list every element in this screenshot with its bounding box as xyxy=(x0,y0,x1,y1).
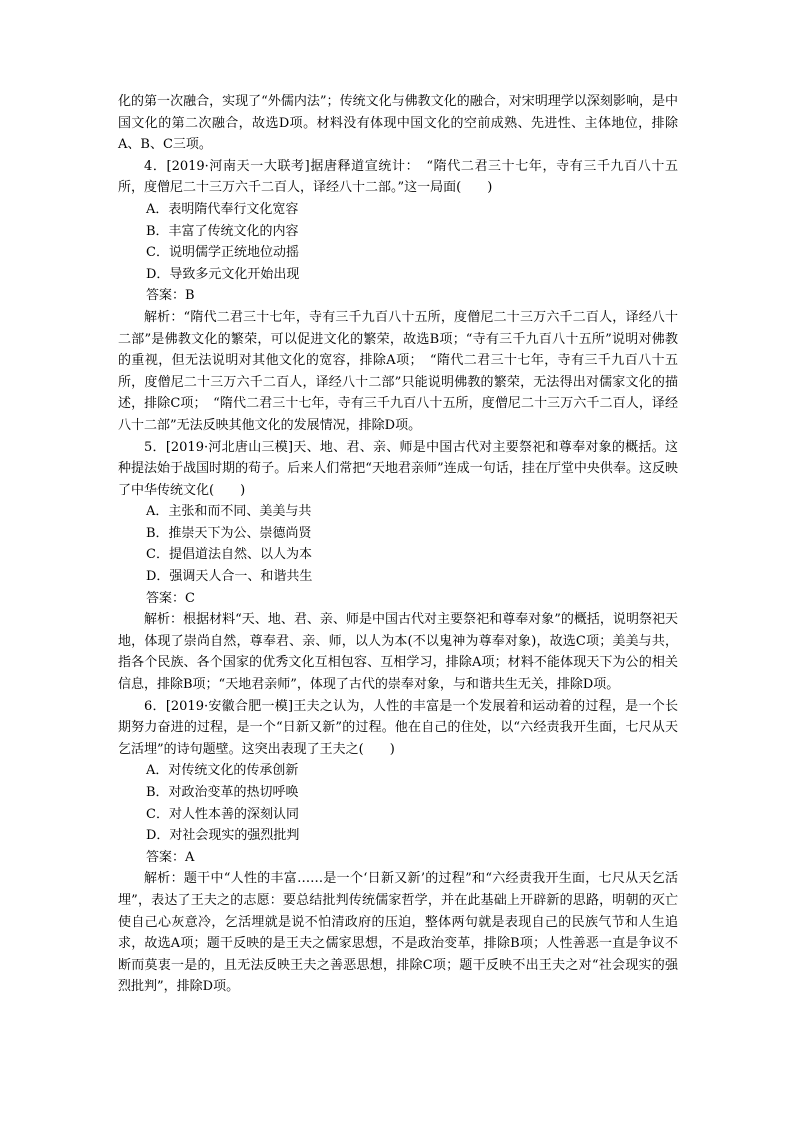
analysis-paragraph: 解析：根据材料“天、地、君、亲、师是中国古代对主要祭祀和尊奉对象”的概括，说明祭祀天地，体现了崇尚自然，尊奉君、亲、师，以人为本(不以鬼神为尊奉对象)，故选C项；美美与共，指各个民族、各个国家的优秀文化互相包容、互相学习，排除A项；材料不能体现天下为公的相关信息，排除B项；“天地君亲师”，体现了古代的崇奉对象，与和谐共生无关，排除D项。 xyxy=(118,612,678,693)
analysis-paragraph: 解析：“隋代二君三十七年，寺有三千九百八十五所，度僧尼二十三万六千二百人，译经八十二部”是佛教文化的繁荣，可以促进文化的繁荣，故选B项；“寺有三千九百八十五所”说明对佛教的重视，但无法说明对其他文化的宽容，排除A项； “隋代二君三十七年，寺有三千九百八十五所，度僧尼二十三万六千二百人，译经八十二部”只能说明佛教的繁荣，无法得出对儒家文化的描述，排除C项； “隋代二君三十七年，寺有三千九百八十五所，度僧尼二十三万六千二百人，译经八十二部”无法反映其他文化的发展情况，排除D项。 xyxy=(118,309,678,433)
option-a: A．对传统文化的传承创新 xyxy=(146,763,299,779)
question-stem: 6．[2019·安徽合肥一模]王夫之认为，人性的丰富是一个发展着和运动着的过程，是一个长期努力奋进的过程，是一个“日新又新”的过程。他在自己的住处，以“六经责我开生面，七尺从天乞活埋”的诗句题壁。这突出表现了王夫之( ) xyxy=(118,698,678,757)
document-page xyxy=(118,91,678,998)
question-6 xyxy=(118,696,678,998)
question-4 xyxy=(118,156,678,437)
option-d: D．导致多元文化开始出现 xyxy=(146,266,300,282)
answer-line: 答案：C xyxy=(146,590,195,606)
option-d: D．强调天人合一、和谐共生 xyxy=(146,569,313,585)
answer-line: 答案：B xyxy=(146,288,195,304)
option-b: B．推崇天下为公、崇德尚贤 xyxy=(146,525,312,541)
option-b: B．丰富了传统文化的内容 xyxy=(146,223,299,239)
option-a: A．表明隋代奉行文化宽容 xyxy=(146,201,299,217)
intro-paragraph: 化的第一次融合，实现了“外儒内法”；传统文化与佛教文化的融合，对宋明理学以深刻影响，是中国文化的第二次融合，故选D项。材料没有体现中国文化的空前成熟、先进性、主体地位，排除A、B、C三项。 xyxy=(118,94,678,153)
analysis-paragraph: 解析：题干中“人性的丰富……是一个‘日新又新’的过程”和“六经责我开生面，七尺从天乞活埋”，表达了王夫之的志愿：要总结批判传统儒家哲学，并在此基础上开辟新的思路，明朝的灭亡使自己心灰意冷，乞活埋就是说不怕清政府的压迫，整体两句就是表现自己的民族气节和人生追求，故选A项；题干反映的是王夫之儒家思想，不是政治变革，排除B项；人性善恶一直是争议不断而莫衷一是的，且无法反映王夫之善恶思想，排除C项；题干反映不出王夫之对“社会现实的强烈批判”，排除D项。 xyxy=(118,871,678,995)
option-d: D．对社会现实的强烈批判 xyxy=(146,828,300,844)
option-c: C．提倡道法自然、以人为本 xyxy=(146,547,312,563)
question-stem: 4．[2019·河南天一大联考]据唐释道宣统计： “隋代二君三十七年，寺有三千九百八十五所，度僧尼二十三万六千二百人，译经八十二部。”这一局面( ) xyxy=(118,158,678,196)
option-c: C．说明儒学正统地位动摇 xyxy=(146,245,299,261)
option-b: B．对政治变革的热切呼唤 xyxy=(146,785,299,800)
question-5 xyxy=(118,437,678,696)
question-stem: 5．[2019·河北唐山三模]天、地、君、亲、师是中国古代对主要祭祀和尊奉对象的概括。这种提法始于战国时期的荀子。后来人们常把“天地君亲师”连成一句话，挂在厅堂中央供奉。这反映了中华传统文化( ) xyxy=(118,439,678,498)
option-a: A．主张和而不同、美美与共 xyxy=(146,504,312,520)
option-c: C．对人性本善的深刻认同 xyxy=(146,806,299,822)
answer-line: 答案：A xyxy=(146,849,195,865)
